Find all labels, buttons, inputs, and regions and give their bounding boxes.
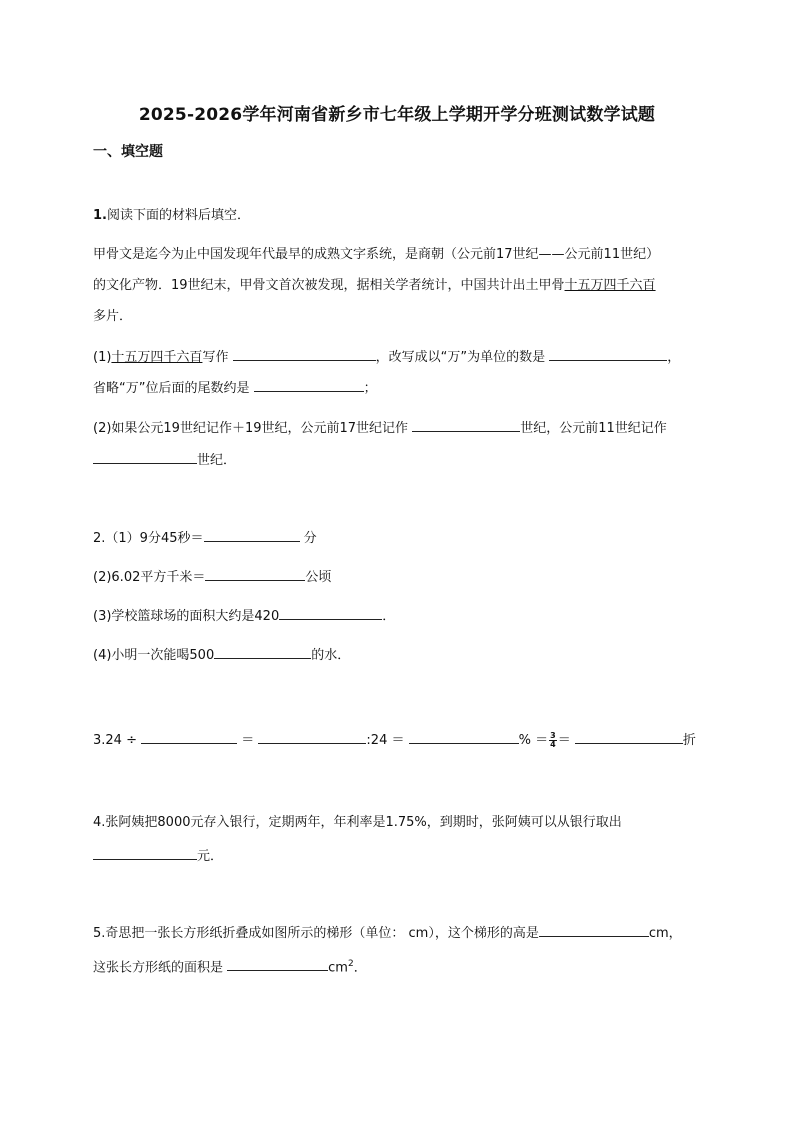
q1-sub2-text-b: 世纪，公元前11世纪记作 [520, 421, 667, 436]
q5-text-c: 这张长方形纸的面积是 [93, 960, 224, 976]
answer-blank-q3-3[interactable] [409, 730, 519, 744]
q5-text-d: cm [328, 960, 348, 976]
q3-text-a: 3.24 ÷ [93, 733, 137, 748]
answer-blank-q2-3[interactable] [279, 606, 382, 620]
q2-text-4b: 的水． [311, 648, 351, 663]
q1-paragraph-2 [93, 277, 656, 295]
q2-text-3a: (3)学校篮球场的面积大约是420 [93, 609, 280, 624]
q1-sub1-line1 [93, 347, 680, 367]
q5-superscript: 2 [347, 959, 354, 969]
q2-text-2b: 公顷 [305, 570, 332, 585]
answer-blank-q3-2[interactable] [258, 730, 366, 744]
q2-text-2a: (2)6.02平方千米＝ [93, 570, 206, 585]
q3-text-b: ＝ [241, 733, 255, 748]
q1-paragraph-3: 多片． [93, 309, 133, 324]
q2-line-4 [93, 645, 350, 665]
q4-line-2 [93, 846, 223, 866]
q2-line-3 [93, 606, 395, 626]
q1-sub1-text-c: ， [667, 350, 681, 365]
section-heading: 一、填空题 [93, 144, 163, 160]
q5-text-a: 5.奇思把一张长方形纸折叠成如图所示的梯形（单位： cm），这个梯形的高是 [93, 926, 539, 941]
answer-blank-q1-4[interactable] [412, 418, 520, 432]
answer-blank-q1-2[interactable] [549, 347, 667, 361]
q1-number: 1. [93, 208, 107, 223]
q1-underlined-number: 十五万四千六百 [564, 278, 656, 293]
q3-text-d: % ＝ [518, 733, 549, 748]
q2-line-1 [93, 528, 317, 548]
q1-sub2-line1 [93, 418, 667, 438]
answer-blank-q1-1[interactable] [233, 347, 376, 361]
q4-line-1: 4.张阿姨把8000元存入银行，定期两年，年利率是1.75%，到期时，张阿姨可以从银行取出 [93, 815, 622, 830]
answer-blank-q2-1[interactable] [204, 528, 300, 542]
q3-text-f: 折 [682, 733, 696, 748]
q1-sub2-text-c: 世纪． [197, 453, 237, 468]
fraction-three-quarters [549, 732, 557, 749]
q5-line-1 [93, 923, 682, 943]
q1-sub2-line2 [93, 450, 236, 470]
q5-text-e: ． [353, 960, 367, 976]
answer-blank-q5-1[interactable] [539, 923, 649, 937]
q2-text-3b: ． [382, 609, 396, 624]
q1-intro: 阅读下面的材料后填空． [106, 208, 250, 223]
q4-text-b: 元． [197, 849, 224, 864]
q1-sub1-underlined: 十五万四千六百 [111, 350, 203, 365]
q1-paragraph-2-text: 的文化产物．19世纪末，甲骨文首次被发现，据相关学者统计，中国共计出土甲骨 [93, 278, 565, 293]
q1-sub1-text-e: ； [363, 381, 377, 396]
answer-blank-q5-2[interactable] [227, 957, 328, 971]
q3-line [93, 730, 696, 750]
q1-sub1-line2 [93, 378, 377, 398]
q2-text-1a: 2.（1）9分45秒＝ [93, 531, 204, 546]
q1-sub1-text-b: ，改写成以“万”为单位的数是 [375, 350, 546, 365]
fraction-numerator: 3 [550, 731, 556, 740]
answer-blank-q3-4[interactable] [575, 730, 683, 744]
q3-text-e: ＝ [557, 733, 571, 748]
answer-blank-q3-1[interactable] [141, 730, 237, 744]
q5-line-2 [93, 955, 367, 977]
q2-text-1b: 分 [303, 531, 317, 546]
page-title: 2025-2026学年河南省新乡市七年级上学期开学分班测试数学试题 [138, 105, 656, 125]
q1-sub2-text-a: (2)如果公元19世纪记作＋19世纪，公元前17世纪记作 [93, 421, 409, 436]
answer-blank-q2-2[interactable] [205, 567, 305, 581]
answer-blank-q1-5[interactable] [93, 450, 197, 464]
q2-line-2 [93, 567, 331, 587]
q1-sub1-label: (1) [93, 350, 112, 365]
q1-sub1-text-a: 写作 [202, 350, 229, 365]
q1-paragraph-1: 甲骨文是迄今为止中国发现年代最早的成熟文字系统，是商朝（公元前17世纪——公元前11世纪） [93, 247, 660, 262]
fraction-denominator: 4 [550, 740, 556, 749]
answer-blank-q2-4[interactable] [214, 645, 311, 659]
q1-sub1-text-d: 省略“万”位后面的尾数约是 [93, 381, 250, 396]
q3-text-c: :24 ＝ [366, 733, 405, 748]
answer-blank-q1-3[interactable] [254, 378, 364, 392]
q1-intro-line [93, 207, 250, 225]
q5-text-b: cm， [648, 926, 682, 941]
q2-text-4a: (4)小明一次能喝500 [93, 648, 215, 663]
answer-blank-q4-1[interactable] [93, 846, 197, 860]
